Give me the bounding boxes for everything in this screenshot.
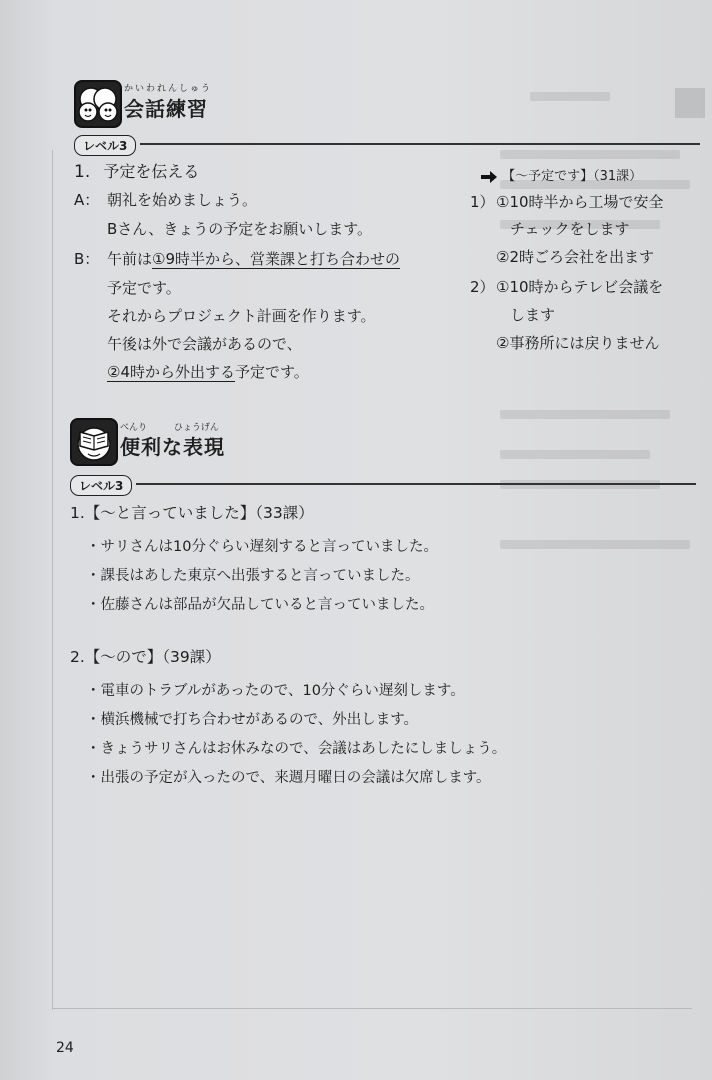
speaker-a-label: A： [74,191,100,209]
conversation-section-title: 会話練習 [124,97,208,121]
answer-2-part-1: ①10時からテレビ会議を [496,278,664,296]
substitution-blank-2: ②4時から外出する [107,363,235,381]
expression-2-bullet: ・きょうサリさんはお休みなので、会議はあしたにしましょう。 [86,741,507,757]
book-face-icon [70,418,118,466]
reference-text: 【～予定です】（31課） [502,169,643,184]
expression-1-bullet: ・佐藤さんは部品が欠品していると言っていました。 [86,597,434,613]
bleed-through-artifact [470,80,695,560]
expression-1-bullet: ・課長はあした東京へ出張すると言っていました。 [86,568,420,584]
conversation-item-heading [74,162,199,182]
dialogue-a-line-1: 朝礼を始めましょう。 [107,191,258,209]
reference-note [480,165,642,184]
expression-1-heading: 1.【～と言っていました】（33課） [70,504,314,522]
answer-1-part-2: ②2時ごろ会社を出ます [496,248,654,266]
page-frame-left [52,150,53,1010]
answer-1-part-1-cont: チェックをします [510,220,630,238]
dialogue-b-line-2: 予定です。 [107,279,181,297]
dialogue-b-line-5 [107,365,309,380]
answer-1-label: 1） [470,193,495,211]
expression-2-bullet: ・電車のトラブルがあったので、10分ぐらい遅刻します。 [86,683,465,699]
conversation-title-ruby: かいわれんしゅう [124,84,213,94]
expression-1-bullet: ・サリさんは10分ぐらい遅刻すると言っていました。 [86,539,438,555]
item-title: 予定を伝える [103,162,200,181]
expressions-level-badge: レベル3 [70,475,132,496]
conversation-faces-icon [74,80,122,128]
expression-2-bullet: ・出張の予定が入ったので、来週月曜日の会議は欠席します。 [86,770,491,786]
arrow-right-icon [480,170,498,184]
conversation-level-badge: レベル3 [74,135,136,156]
speaker-b-label: B： [74,250,100,268]
expressions-section-title: 便利な表現 [120,435,225,459]
answer-2-label: 2） [470,278,495,296]
answer-1-part-1: ①10時半から工場で安全 [496,193,664,211]
answer-2-part-2: ②事務所には戻りません [496,334,660,352]
dialogue-b-line-3: それからプロジェクト計画を作ります。 [107,307,376,325]
item-number: 1. [74,162,91,182]
expressions-divider [136,483,696,485]
dialogue-b-line-1 [107,252,400,267]
page-number: 24 [56,1040,74,1056]
expression-2-bullet: ・横浜機械で打ち合わせがあるので、外出します。 [86,712,419,728]
page-frame-bottom [52,1008,692,1009]
expressions-title-ruby: べんり ひょうげん [120,423,219,433]
answer-2-part-1-cont: します [510,306,556,324]
conversation-divider [140,143,700,145]
dialogue-b-line-4: 午後は外で会議があるので、 [107,335,302,353]
dialogue-b-line-5-post: 予定です。 [235,363,309,381]
expression-2-heading: 2.【～ので】（39課） [70,648,221,666]
dialogue-b-line-1-pre: 午前は [107,250,153,268]
dialogue-a-line-2: Bさん、きょうの予定をお願いします。 [107,220,372,238]
substitution-blank-1: ①9時半から、営業課と打ち合わせの [152,250,401,268]
